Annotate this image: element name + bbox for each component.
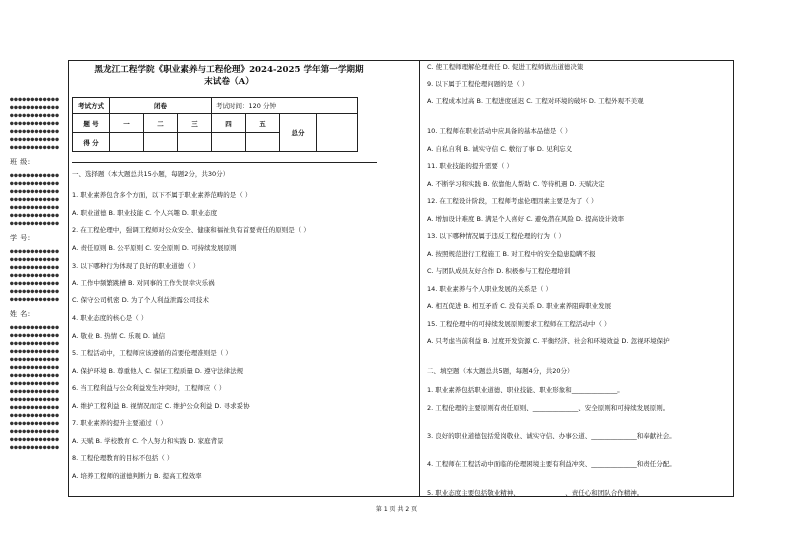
question: 10. 工程师在职业活动中应具备的基本品德是（ ）: [427, 127, 572, 135]
dot-row: ●●●●●●●●●●●●: [10, 428, 60, 435]
fill-question: 5. 职业态度主要包括敬业精神、______________、责任心和团队合作精神。: [427, 489, 644, 497]
score-label: 得 分: [73, 133, 110, 152]
question: 8. 工程伦理教育的目标不包括（ ）: [72, 454, 174, 462]
dot-row: ●●●●●●●●●●●●: [10, 220, 60, 227]
fill-question: 3. 良好的职业道德包括爱岗敬业、诚实守信、办事公道、______________和奉献社会。: [427, 432, 676, 440]
total-score-cell[interactable]: [317, 114, 358, 152]
score-table: [72, 97, 358, 152]
section-header: 三: [178, 114, 212, 133]
dot-row: ●●●●●●●●●●●●: [10, 188, 60, 195]
exam-title: [74, 64, 384, 88]
dot-row: ●●●●●●●●●●●●: [10, 356, 60, 363]
exam-title-line2: 末试卷（A）: [204, 77, 254, 87]
options: A. 按照规范进行工程施工 B. 对工程中的安全隐患隐瞒不报: [427, 250, 596, 258]
fill-question: 1. 职业素养包括职业道德、职业技能、职业形象和______________。: [427, 386, 624, 394]
options: A. 保护环境 B. 尊重他人 C. 保证工程质量 D. 遵守法律法规: [72, 367, 244, 375]
options: A. 责任原则 B. 公平原则 C. 安全原则 D. 可持续发展原则: [72, 244, 237, 252]
total-label: 总分: [280, 114, 317, 152]
dot-row: ●●●●●●●●●●●●: [10, 332, 60, 339]
dot-row: ●●●●●●●●●●●●: [10, 128, 60, 135]
question: 6. 当工程利益与公众利益发生冲突时，工程师应（ ）: [72, 384, 226, 392]
header-rule: [72, 162, 377, 163]
dot-row: ●●●●●●●●●●●●: [10, 120, 60, 127]
options: C. 保守公司机密 D. 为了个人利益泄露公司技术: [72, 296, 209, 304]
dot-row: ●●●●●●●●●●●●: [10, 256, 60, 263]
options: C. 与团队成员友好合作 D. 积极参与工程伦理培训: [427, 267, 571, 275]
dot-row: ●●●●●●●●●●●●: [10, 404, 60, 411]
dot-row: ●●●●●●●●●●●●: [10, 296, 60, 303]
dot-row: ●●●●●●●●●●●●: [10, 104, 60, 111]
binding-margin: [10, 96, 60, 452]
score-cell[interactable]: [246, 133, 280, 152]
question: 14. 职业素养与个人职业发展的关系是（ ）: [427, 285, 552, 293]
exam-title-line1: 黑龙江工程学院《职业素养与工程伦理》2024-2025 学年第一学期期: [94, 65, 364, 75]
dot-row: ●●●●●●●●●●●●: [10, 420, 60, 427]
question: 9. 以下属于工程伦理问题的是（ ）: [427, 80, 529, 88]
score-cell[interactable]: [178, 133, 212, 152]
page-footer: 第 1 页 共 2 页: [375, 506, 418, 513]
dot-row: ●●●●●●●●●●●●: [10, 444, 60, 451]
name-label: 姓 名:: [10, 310, 31, 318]
options: A. 增加设计难度 B. 满足个人喜好 C. 避免潜在风险 D. 提高设计效率: [427, 215, 625, 223]
section-header: 四: [212, 114, 246, 133]
exam-time: 考试时间：120 分钟: [212, 98, 358, 114]
question: 13. 以下哪种情况属于违反工程伦理的行为（ ）: [427, 232, 565, 240]
question: 3. 以下哪种行为体现了良好的职业道德（ ）: [72, 262, 200, 270]
dot-row: ●●●●●●●●●●●●: [10, 364, 60, 371]
exam-type-value: 闭卷: [110, 98, 212, 114]
dot-row: ●●●●●●●●●●●●: [10, 136, 60, 143]
dot-row: ●●●●●●●●●●●●: [10, 96, 60, 103]
options: A. 敬业 B. 热情 C. 乐观 D. 诚信: [72, 332, 166, 340]
section-header: 五: [246, 114, 280, 133]
class-label: 班 级:: [10, 158, 31, 166]
options: A. 培养工程师的道德判断力 B. 提高工程效率: [72, 472, 202, 480]
question: 12. 在工程设计阶段，工程师考虑伦理因素主要是为了（ ）: [427, 197, 598, 205]
question: 11. 职业技能的提升需要（ ）: [427, 162, 513, 170]
options: A. 只考虑当前利益 B. 过度开发资源 C. 平衡经济、社会和环境效益 D. 忽视环境保护: [427, 337, 670, 345]
options: A. 职业道德 B. 职业技能 C. 个人兴趣 D. 职业态度: [72, 209, 218, 217]
dot-row: ●●●●●●●●●●●●: [10, 340, 60, 347]
dot-row: ●●●●●●●●●●●●: [10, 380, 60, 387]
exam-type-label: 考试方式: [73, 98, 110, 114]
options: C. 使工程师理解伦理责任 D. 促进工程师做出道德决策: [427, 63, 584, 71]
dot-row: ●●●●●●●●●●●●: [10, 144, 60, 151]
options: A. 天赋 B. 学校教育 C. 个人努力和实践 D. 家庭背景: [72, 437, 224, 445]
score-cell[interactable]: [144, 133, 178, 152]
dot-row: ●●●●●●●●●●●●: [10, 264, 60, 271]
dot-row: ●●●●●●●●●●●●: [10, 288, 60, 295]
dot-row: ●●●●●●●●●●●●: [10, 388, 60, 395]
dot-row: ●●●●●●●●●●●●: [10, 412, 60, 419]
dot-row: ●●●●●●●●●●●●: [10, 272, 60, 279]
score-cell[interactable]: [110, 133, 144, 152]
options: A. 自私自利 B. 诚实守信 C. 敷衍了事 D. 见利忘义: [427, 145, 573, 153]
question-no-label: 题 号: [73, 114, 110, 133]
dot-row: ●●●●●●●●●●●●: [10, 196, 60, 203]
options: A. 工程成本过高 B. 工程进度延迟 C. 工程对环境的破坏 D. 工程外观不美观: [427, 97, 644, 105]
id-label: 学 号:: [10, 234, 31, 242]
score-cell[interactable]: [212, 133, 246, 152]
options: A. 维护工程利益 B. 视情况而定 C. 维护公众利益 D. 寻求妥协: [72, 402, 250, 410]
question: 7. 职业素养的提升主要通过（ ）: [72, 419, 167, 427]
dot-row: ●●●●●●●●●●●●: [10, 324, 60, 331]
dot-row: ●●●●●●●●●●●●: [10, 280, 60, 287]
question: 15. 工程伦理中的可持续发展原则要求工程师在工程活动中（ ）: [427, 320, 611, 328]
options: A. 工作中频繁跳槽 B. 对同事的工作失误幸灾乐祸: [72, 279, 215, 287]
dot-row: ●●●●●●●●●●●●: [10, 212, 60, 219]
question: 4. 职业态度的核心是（ ）: [72, 314, 148, 322]
dot-row: ●●●●●●●●●●●●: [10, 112, 60, 119]
fill-question: 2. 工程伦理的主要原则有责任原则、______________、安全原则和可持续发展原则。: [427, 404, 670, 412]
section-header: 二: [144, 114, 178, 133]
dot-row: ●●●●●●●●●●●●: [10, 248, 60, 255]
dot-row: ●●●●●●●●●●●●: [10, 396, 60, 403]
question: 2. 在工程伦理中，强调工程师对公众安全、健康和福祉负有首要责任的原则是（ ）: [72, 226, 310, 234]
column-divider: [419, 60, 420, 497]
options: A. 不断学习和实践 B. 依靠他人帮助 C. 等待机遇 D. 天赋决定: [427, 180, 605, 188]
section-heading: 二、填空题（本大题总共5题，每题4分，共20分）: [427, 367, 574, 375]
dot-row: ●●●●●●●●●●●●: [10, 180, 60, 187]
section-header: 一: [110, 114, 144, 133]
dot-row: ●●●●●●●●●●●●: [10, 372, 60, 379]
dot-row: ●●●●●●●●●●●●: [10, 436, 60, 443]
question: 1. 职业素养包含多个方面，以下不属于职业素养范畴的是（ ）: [72, 191, 252, 199]
dot-row: ●●●●●●●●●●●●: [10, 172, 60, 179]
question: 5. 工程活动中，工程师应该遵循的首要伦理准则是（ ）: [72, 349, 232, 357]
options: A. 相互促进 B. 相互矛盾 C. 没有关系 D. 职业素养阻碍职业发展: [427, 302, 612, 310]
fill-question: 4. 工程师在工程活动中面临的伦理困境主要有利益冲突、______________和责任分配。: [427, 460, 676, 468]
section-heading: 一、选择题（本大题总共15小题，每题2分，共30分）: [72, 170, 230, 178]
dot-row: ●●●●●●●●●●●●: [10, 204, 60, 211]
dot-row: ●●●●●●●●●●●●: [10, 348, 60, 355]
